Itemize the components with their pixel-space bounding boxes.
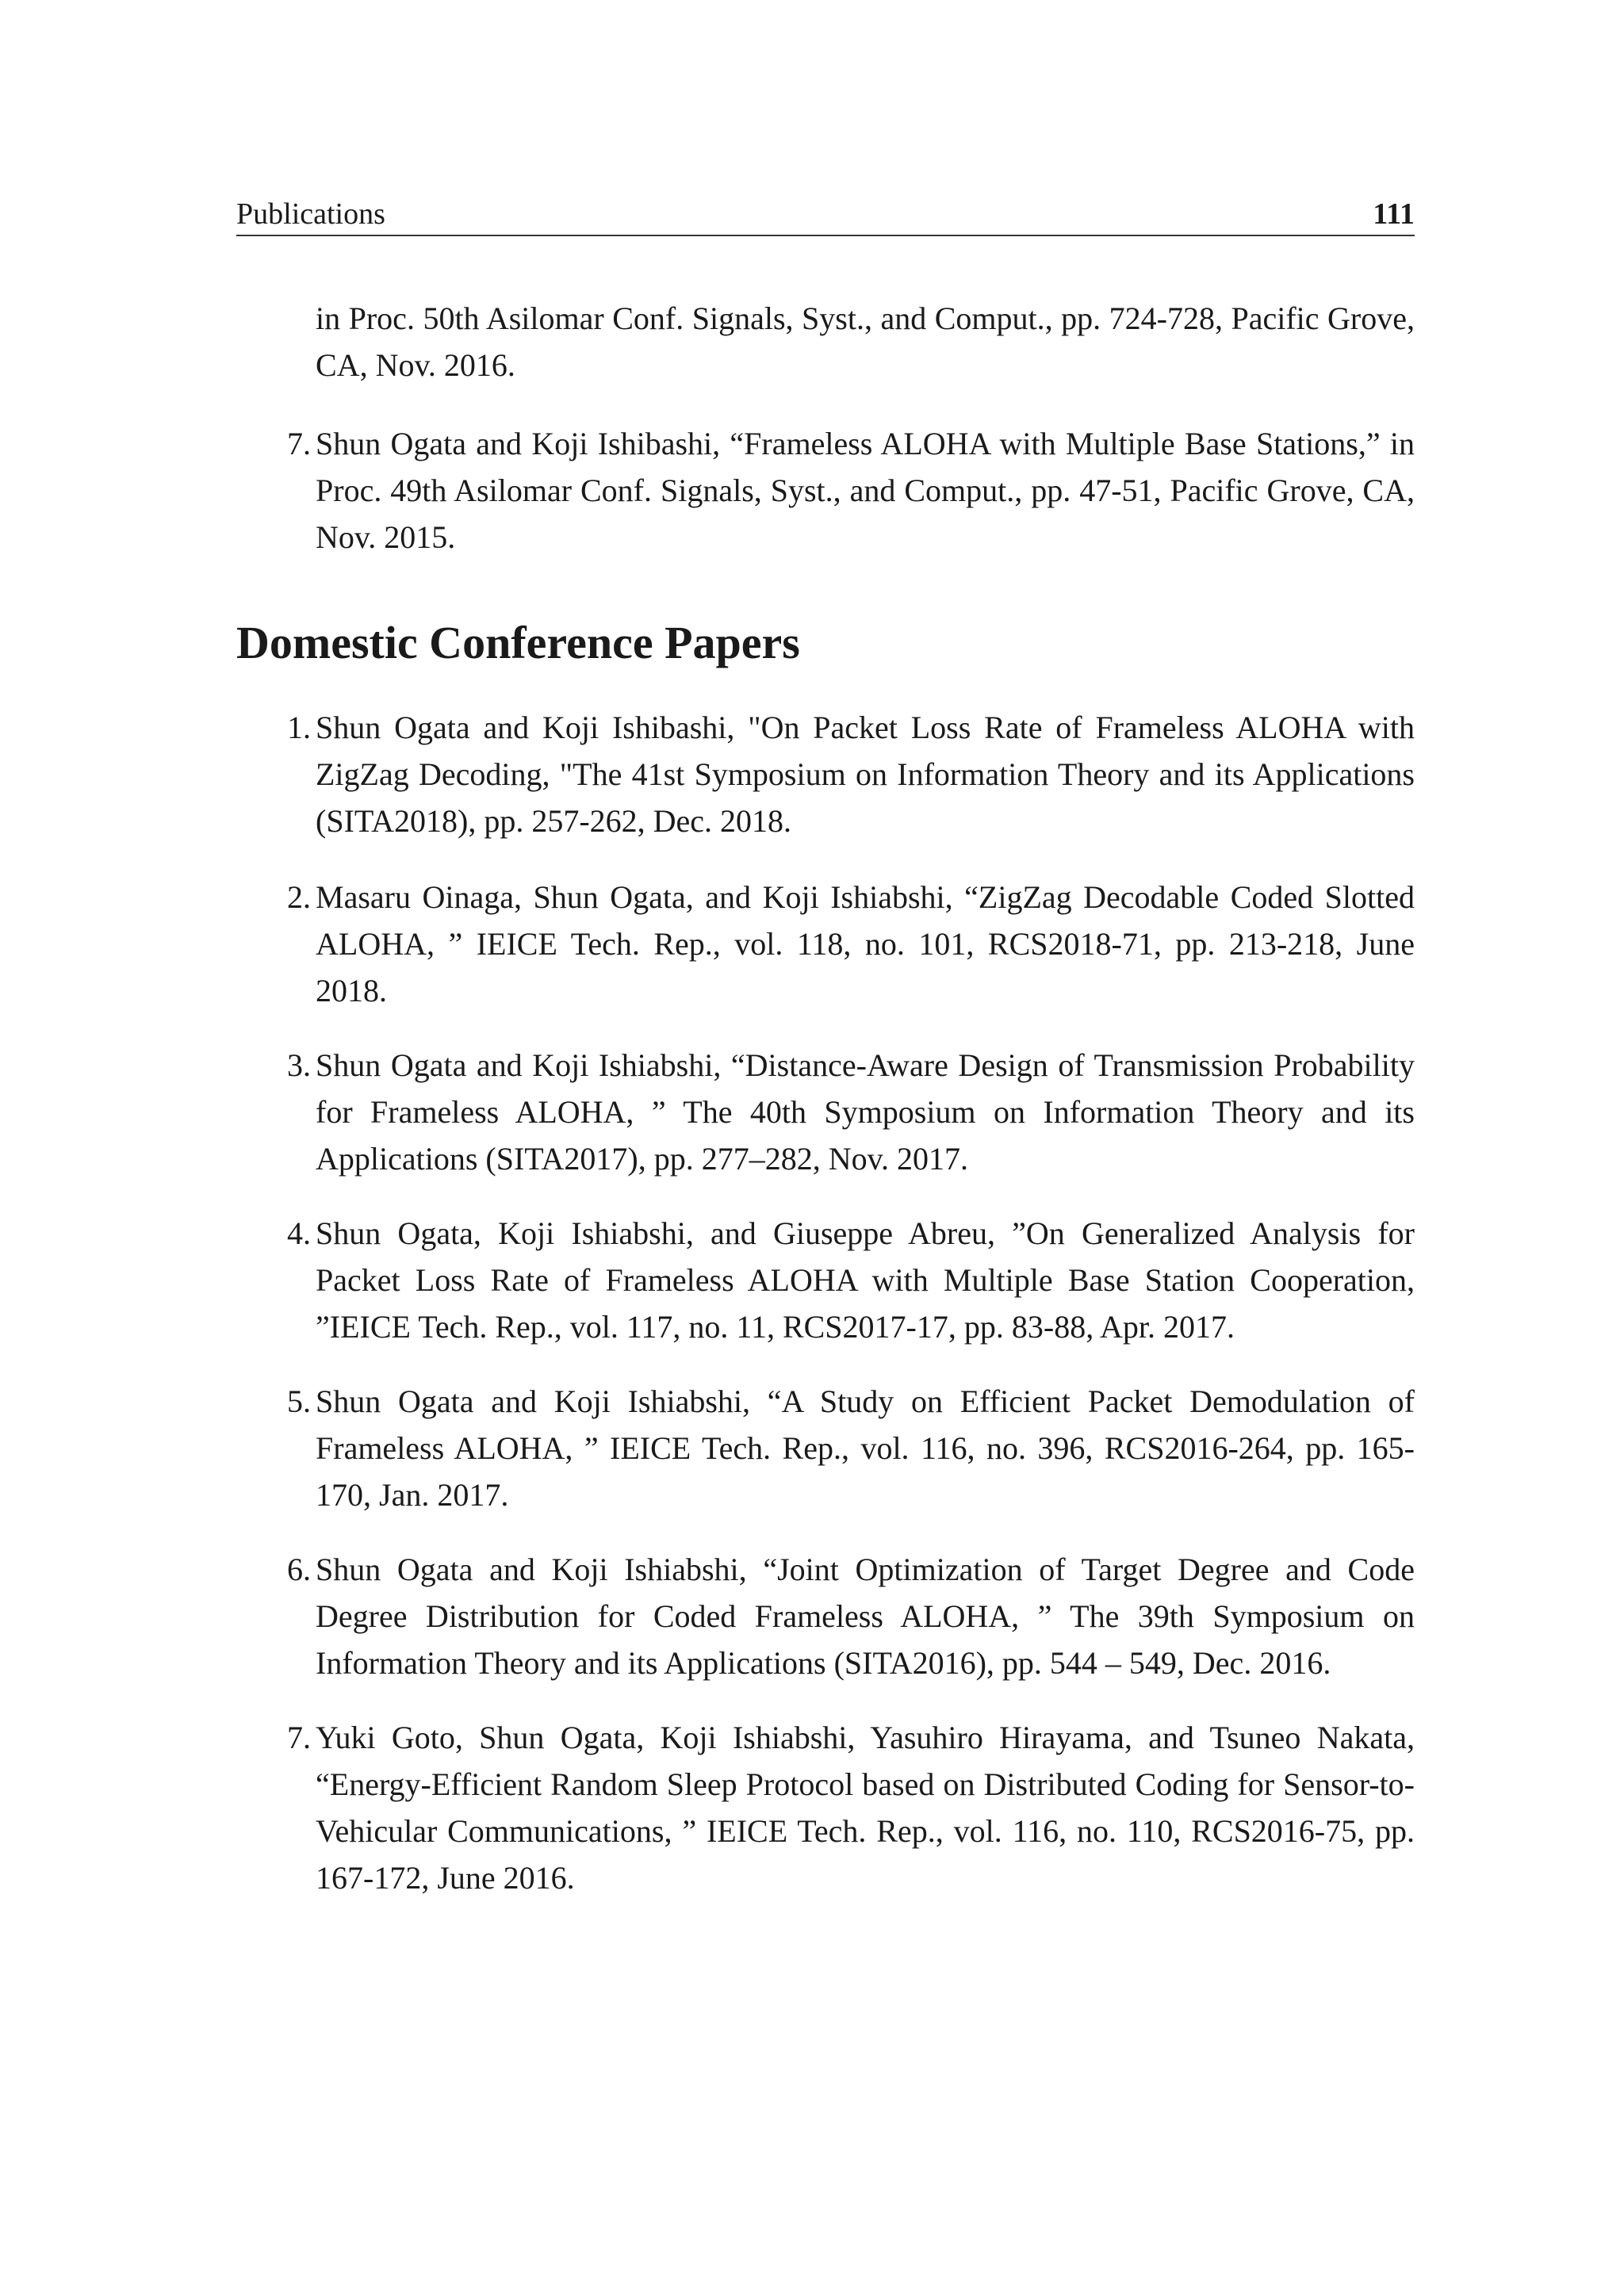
reference-number: 4. [287,1215,311,1251]
reference-number: 7. [287,1720,311,1755]
reference-number: 1. [287,710,311,745]
reference-item [266,420,1415,561]
reference-item [266,1042,1415,1182]
reference-text: Shun Ogata and Koji Ishiabshi, “A Study on Efficient Packet Demodulation of Frameless ALOHA, ” IEICE Tech. Rep., vol. 116, no. 396, RCS2016-264, pp. 165-170, Jan. 2017. [316,1383,1415,1513]
reference-number: 5. [287,1383,311,1419]
reference-item [266,704,1415,844]
reference-text: Shun Ogata and Koji Ishiabshi, “Distance-Aware Design of Transmission Probability for Frameless ALOHA, ” The 40th Symposium on Information Theory and its Applications (SITA2017), pp. 277–282, Nov. 2017. [316,1047,1415,1177]
reference-item [266,1210,1415,1350]
reference-item [266,1378,1415,1518]
section-heading: Domestic Conference Papers [236,617,800,668]
reference-item [266,874,1415,1014]
reference-item [266,1714,1415,1901]
running-header [236,195,1415,236]
page-number: 111 [1373,197,1415,231]
reference-number: 7. [287,426,311,461]
reference-number: 2. [287,879,311,915]
reference-text: Shun Ogata, Koji Ishiabshi, and Giuseppe Abreu, ”On Generalized Analysis for Packet Loss Rate of Frameless ALOHA with Multiple Base Station Cooperation, ”IEICE Tech. Rep., vol. 117, no. 11, RCS2017-17, pp. 83-88, Apr. 2017. [316,1215,1415,1345]
reference-number: 6. [287,1552,311,1587]
continued-reference [266,295,1415,388]
reference-text: Shun Ogata and Koji Ishibashi, “Frameless ALOHA with Multiple Base Stations,” in Proc. 49th Asilomar Conf. Signals, Syst., and Comput., pp. 47-51, Pacific Grove, CA, Nov. 2015. [316,426,1415,555]
header-section-title: Publications [236,197,385,231]
reference-item [266,1546,1415,1686]
reference-number: 3. [287,1047,311,1083]
reference-text: Masaru Oinaga, Shun Ogata, and Koji Ishiabshi, “ZigZag Decodable Coded Slotted ALOHA, ” IEICE Tech. Rep., vol. 118, no. 101, RCS2018-71, pp. 213-218, June 2018. [316,879,1415,1008]
reference-text: Shun Ogata and Koji Ishibashi, "On Packet Loss Rate of Frameless ALOHA with ZigZag Decoding, "The 41st Symposium on Information Theory and its Applications (SITA2018), pp. 257-262, Dec. 2018. [316,710,1415,839]
reference-text: Yuki Goto, Shun Ogata, Koji Ishiabshi, Yasuhiro Hirayama, and Tsuneo Nakata, “Energy-Efficient Random Sleep Protocol based on Distributed Coding for Sensor-to-Vehicular Communications, ” IEICE Tech. Rep., vol. 116, no. 110, RCS2016-75, pp. 167-172, June 2016. [316,1720,1415,1896]
reference-text: in Proc. 50th Asilomar Conf. Signals, Syst., and Comput., pp. 724-728, Pacific Grove, CA, Nov. 2016. [316,300,1415,383]
reference-text: Shun Ogata and Koji Ishiabshi, “Joint Optimization of Target Degree and Code Degree Distribution for Coded Frameless ALOHA, ” The 39th Symposium on Information Theory and its Applications (SITA2016), pp. 544 – 549, Dec. 2016. [316,1552,1415,1681]
